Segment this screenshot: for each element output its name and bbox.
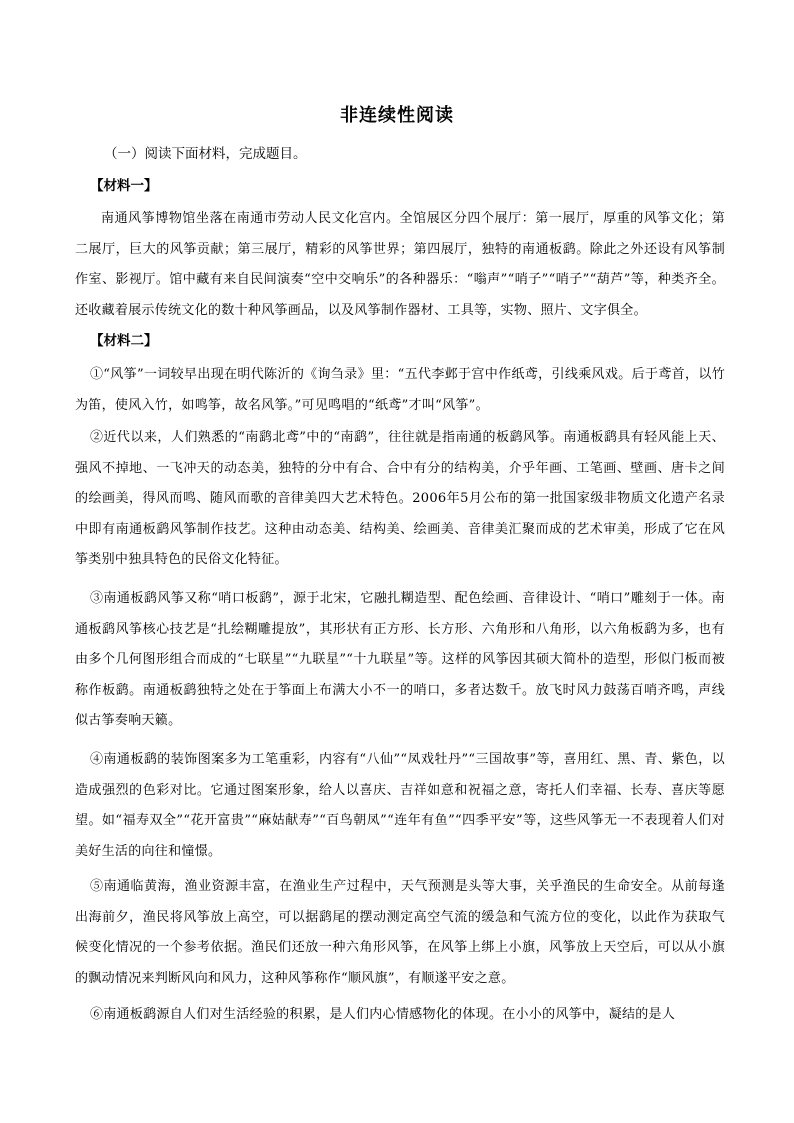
material-two-heading: 【材料二】 <box>90 333 158 349</box>
page-title: 非连续性阅读 <box>340 105 454 126</box>
material-two-paragraph-6: ⑥南通板鹞源自人们对生活经验的积累，是人们内心情感物化的体现。在小小的风筝中，凝结的是人 <box>89 1007 676 1022</box>
material-two-paragraph-4: ④南通板鹞的装饰图案多为工笔重彩，内容有“八仙”“凤戏牡丹”“三国故事”等，喜用红、黑、青、紫色，以造成强烈的色彩对比。它通过图案形象，给人以喜庆、吉祥如意和祝福之意，寄托人们幸福、长寿、喜庆等愿望。如“福寿双全”“花开富贵”“麻姑献寿”“百鸟朝凤”“连年有鱼”“四季平安”等，这些风筝无一不表现着人们对美好生活的向往和憧憬。 <box>75 752 725 859</box>
material-one-heading: 【材料一】 <box>90 178 158 194</box>
material-one-paragraph: 南通风筝博物馆坐落在南通市劳动人民文化宫内。全馆展区分四个展厅：第一展厅，厚重的风筝文化；第二展厅，巨大的风筝贡献；第三展厅，精彩的风筝世界；第四展厅，独特的南通板鹞。除此之外还设有风筝制作室、影视厅。馆中藏有来自民间演奏“空中交响乐”的各种器乐：“嗡声”“哨子”“哨子”“葫芦”等，种类齐全。还收藏着展示传统文化的数十种风筝画品，以及风筝制作器材、工具等，实物、照片、文字俱全。 <box>75 211 725 318</box>
instruction-text: （一）阅读下面材料，完成题目。 <box>104 146 307 162</box>
material-two-paragraph-2: ②近代以来，人们熟悉的“南鹞北鸢”中的“南鹞”，往往就是指南通的板鹞风筝。南通板鹞具有轻风能上天、强风不掉地、一飞冲天的动态美，独特的分中有合、合中有分的结构美，介乎年画、工笔画、壁画、唐卡之间的绘画美，得风而鸣、随风而歌的音律美四大艺术特色。2006年5月公布的第一批国家级非物质文化遗产名录中即有南通板鹞风筝制作技艺。这种由动态美、结构美、绘画美、音律美汇聚而成的艺术审美，形成了它在风筝类别中独具特色的民俗文化特征。 <box>75 430 725 567</box>
material-two-paragraph-3: ③南通板鹞风筝又称“哨口板鹞”，源于北宋，它融扎糊造型、配色绘画、音律设计、“哨口”雕刻于一体。南通板鹞风筝核心技艺是“扎绘糊雕提放”，其形状有正方形、长方形、六角形和八角形，以六角板鹞为多，也有由多个几何图形组合而成的“七联星”“九联星”“十九联星”等。这样的风筝因其硕大简朴的造型，形似门板而被称作板鹞。南通板鹞独特之处在于筝面上布满大小不一的哨口，多者达数千。放飞时风力鼓荡百哨齐鸣，声线似古筝奏响天籁。 <box>75 591 725 728</box>
material-two-paragraph-5: ⑤南通临黄海，渔业资源丰富，在渔业生产过程中，天气预测是头等大事，关乎渔民的生命安全。从前每逢出海前夕，渔民将风筝放上高空，可以据鹞尾的摆动测定高空气流的缓急和气流方位的变化，以此作为获取气候变化情况的一个参考依据。渔民们还放一种六角形风筝，在风筝上绑上小旗，风筝放上天空后，可以从小旗的飘动情况来判断风向和风力，这种风筝称作“顺风旗”，有顺遂平安之意。 <box>75 879 725 986</box>
material-two-paragraph-1: ①“风筝”一词较早出现在明代陈沂的《询刍录》里：“五代李邺于宫中作纸鸢，引线乘风戏。后于鸢首，以竹为笛，使风入竹，如鸣筝，故名风筝。”可见鸣唱的“纸鸢”才叫“风筝”。 <box>75 367 725 413</box>
